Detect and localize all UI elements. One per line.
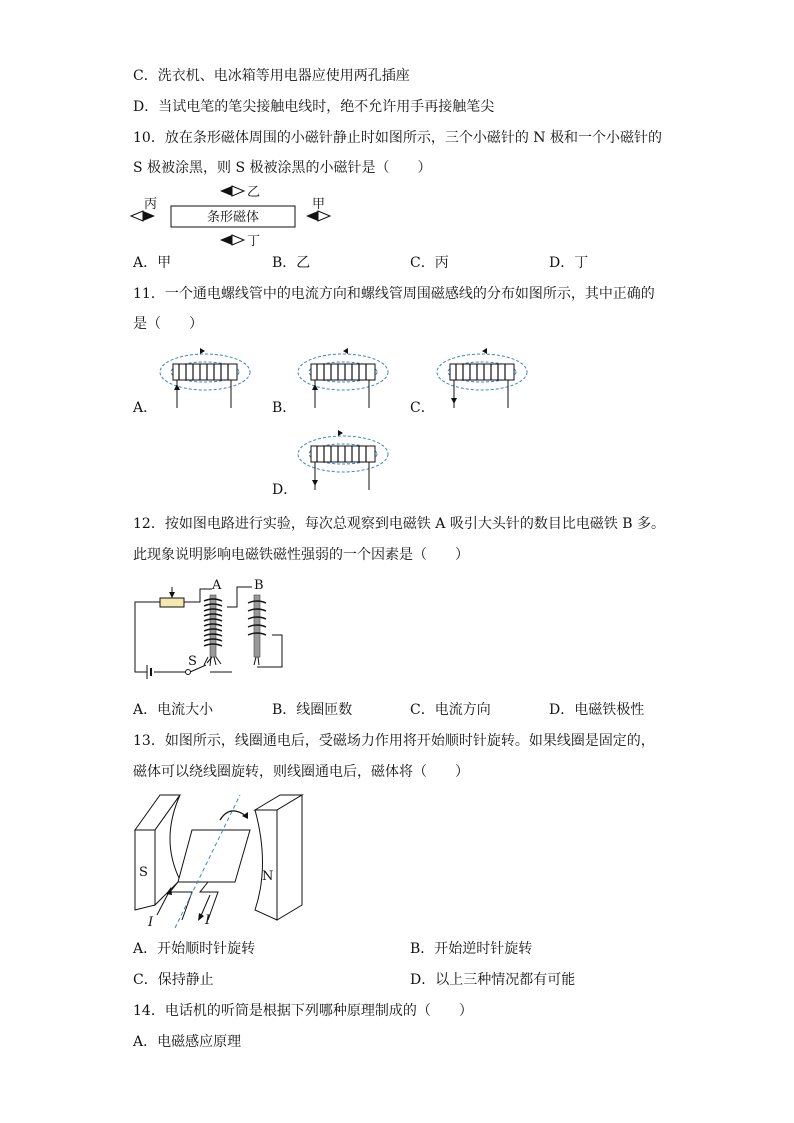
q12-option-b: B．线圈匝数: [272, 702, 353, 718]
q14-stem-line1: 14．电话机的听筒是根据下列哪种原理制成的（ ）: [133, 1003, 473, 1019]
q9-option-c: C．洗衣机、电冰箱等用电器应使用两孔插座: [133, 68, 410, 84]
q11-option-c-label: C．: [410, 400, 435, 416]
needle-ding: [220, 235, 244, 245]
label-jia: 甲: [312, 197, 326, 212]
q11-solenoid-c: [432, 346, 532, 410]
label-yi: 乙: [247, 185, 261, 200]
q12-option-d: D．电磁铁极性: [549, 702, 645, 718]
q11-solenoid-a: [155, 346, 255, 410]
magnet-n: [255, 795, 302, 920]
q10-option-a: A．甲: [133, 255, 172, 271]
needle-jia: [306, 211, 330, 221]
q11-option-b-label: B．: [272, 400, 297, 416]
q10-option-c: C．丙: [410, 255, 449, 271]
magnet-s-label: S: [139, 865, 148, 880]
coil: [170, 830, 250, 920]
magnet-n-label: N: [262, 869, 274, 884]
bar-magnet-label: 条形磁体: [206, 210, 260, 225]
magnet-s: [135, 795, 180, 910]
q12-stem-line2: 此现象说明影响电磁铁磁性强弱的一个因素是（ ）: [133, 547, 469, 563]
q12-option-c: C．电流方向: [410, 702, 491, 718]
q11-solenoid-d: [293, 428, 393, 492]
q14-option-a: A．电磁感应原理: [133, 1034, 242, 1050]
q13-stem-line1: 13．如图所示，线圈通电后，受磁场力作用将开始顺时针旋转。如果线圈是固定的，: [133, 733, 655, 749]
label-bing: 丙: [144, 197, 158, 212]
q11-option-a-label: A．: [133, 400, 158, 416]
q11-solenoid-b: [293, 346, 393, 410]
electromagnet-a-label: A: [212, 578, 222, 593]
q13-option-c: C．保持静止: [133, 972, 214, 988]
q9-option-d: D．当试电笔的笔尖接触电线时，绝不允许用手再接触笔尖: [133, 99, 495, 115]
current-label-1: I: [148, 915, 154, 930]
q10-stem-line1: 10．放在条形磁体周围的小磁针静止时如图所示，三个小磁针的 N 极和一个小磁针的: [133, 130, 662, 146]
needle-bing: [131, 211, 155, 221]
q12-option-a: A．电流大小: [133, 702, 214, 718]
q10-option-d: D．丁: [549, 255, 589, 271]
q13-option-a: A．开始顺时针旋转: [133, 941, 256, 957]
switch-label: S: [188, 654, 197, 669]
label-ding: 丁: [247, 234, 261, 249]
q10-stem-line2: S 极被涂黑，则 S 极被涂黑的小磁针是（ ）: [133, 160, 432, 176]
q11-stem-line2: 是（ ）: [133, 316, 203, 332]
q12-electromagnet-circuit: [132, 577, 292, 687]
q11-stem-line1: 11．一个通电螺线管中的电流方向和螺线管周围磁感线的分布如图所示，其中正确的: [133, 286, 655, 302]
needle-yi: [220, 186, 244, 196]
q13-option-d: D．以上三种情况都有可能: [410, 972, 576, 988]
q10-option-b: B．乙: [272, 255, 311, 271]
q10-bar-magnet-figure: [128, 180, 348, 250]
q11-option-d-label: D．: [272, 482, 298, 498]
electromagnet-b-label: B: [254, 578, 264, 593]
q13-option-b: B．开始逆时针旋转: [410, 941, 533, 957]
q13-stem-line2: 磁体可以绕线圈旋转，则线圈通电后，磁体将（ ）: [133, 764, 469, 780]
q13-motor-coil-figure: [130, 790, 310, 935]
current-label-2: I: [205, 913, 211, 928]
q12-stem-line1: 12．按如图电路进行实验，每次总观察到电磁铁 A 吸引大头针的数目比电磁铁 B 多。: [133, 516, 666, 532]
